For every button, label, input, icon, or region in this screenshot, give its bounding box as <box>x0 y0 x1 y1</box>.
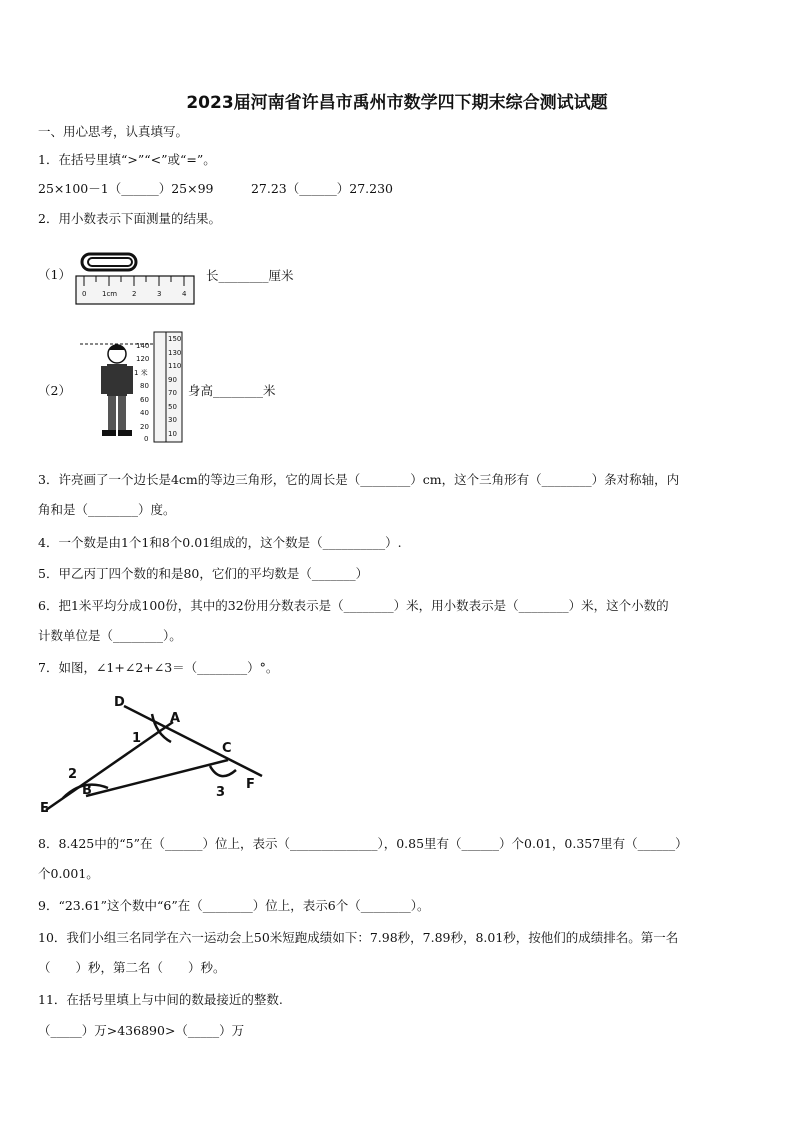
scale-left-1m: 1 米 <box>134 369 148 377</box>
scale-right-130: 130 <box>168 349 182 357</box>
angle-label-3: 3 <box>216 785 226 800</box>
angle-arc-3 <box>210 766 236 776</box>
point-label-C: C <box>222 741 232 756</box>
line-BC <box>86 760 228 796</box>
question-8-line2: 个0.001。 <box>38 866 99 881</box>
scale-left-120: 120 <box>136 355 150 363</box>
paperclip-inner <box>88 258 132 266</box>
question-2-part1-answer: 长________厘米 <box>206 268 294 283</box>
scale-left-60: 60 <box>140 396 149 404</box>
scale-left-140: 140 <box>136 342 150 350</box>
angle-label-1: 1 <box>132 731 142 746</box>
scale-right-50: 50 <box>168 403 177 411</box>
scale-left-80: 80 <box>140 382 149 390</box>
question-4: 4．一个数是由1个1和8个0.01组成的，这个数是（__________）. <box>38 535 402 550</box>
question-2-part1-label: （1） <box>38 267 71 282</box>
person-figure <box>101 345 133 436</box>
question-6-line2: 计数单位是（________）。 <box>38 628 182 643</box>
question-10-line1: 10．我们小组三名同学在六一运动会上50米短跑成绩如下：7.98秒，7.89秒，8.01秒，按他们的成绩排名。第一名 <box>38 930 679 945</box>
question-1-line: 25×100－1（______）25×99 27.23（______）27.230 <box>38 181 393 196</box>
question-5: 5．甲乙丙丁四个数的和是80，它们的平均数是（_______） <box>38 566 369 581</box>
scale-right-110: 110 <box>168 362 182 370</box>
question-6-line1: 6．把1米平均分成100份，其中的32份用分数表示是（________）米，用小数表示是（________）米，这个小数的 <box>38 598 669 613</box>
question-2-stem: 2．用小数表示下面测量的结果。 <box>38 211 221 226</box>
question-2-part2-label: （2） <box>38 383 71 398</box>
point-label-F: F <box>246 777 255 792</box>
question-2-part2-answer: 身高________米 <box>188 383 276 398</box>
question-1-stem: 1．在括号里填“>”“<”或“=”。 <box>38 152 216 167</box>
point-label-D: D <box>114 695 125 710</box>
scale-right-90: 90 <box>168 376 177 384</box>
question-10-line2: （ ）秒，第二名（ ）秒。 <box>38 960 226 975</box>
point-label-A: A <box>170 711 181 726</box>
ruler-tick-3: 3 <box>157 290 162 298</box>
scale-left-0: 0 <box>144 435 149 443</box>
question-7-stem: 7．如图，∠1+∠2+∠3＝（________）°。 <box>38 660 279 675</box>
question-9: 9．“23.61”这个数中“6”在（________）位上，表示6个（________）。 <box>38 898 430 913</box>
height-figure <box>80 330 186 446</box>
question-3-line1: 3．许亮画了一个边长是4cm的等边三角形，它的周长是（________）cm，这个三角形有（________）条对称轴，内 <box>38 472 680 487</box>
ruler-tick-0: 0 <box>82 290 87 298</box>
point-label-B: B <box>82 783 92 798</box>
scale-left-40: 40 <box>140 409 149 417</box>
section-heading: 一、用心思考，认真填写。 <box>38 124 189 139</box>
scale-right-10: 10 <box>168 430 177 438</box>
question-3-line2: 角和是（________）度。 <box>38 502 176 517</box>
ruler-tick-1: 1cm <box>102 290 118 298</box>
question-11-line: （_____）万>436890>（_____）万 <box>38 1023 245 1038</box>
ruler-tick-4: 4 <box>182 290 187 298</box>
ruler-tick-2: 2 <box>132 290 137 298</box>
page-title: 2023届河南省许昌市禹州市数学四下期末综合测试试题 <box>186 93 608 113</box>
paperclip-outer <box>82 254 136 270</box>
angle-label-2: 2 <box>68 767 78 782</box>
question-11-stem: 11．在括号里填上与中间的数最接近的整数. <box>38 992 283 1007</box>
scale-right-150: 150 <box>168 335 182 343</box>
ruler-figure <box>74 250 204 306</box>
angle-figure <box>38 690 278 820</box>
scale-right-70: 70 <box>168 389 177 397</box>
scale-right-30: 30 <box>168 416 177 424</box>
scale-left-20: 20 <box>140 423 149 431</box>
question-8-line1: 8．8.425中的“5”在（______）位上，表示（______________），0.85里有（______）个0.01，0.357里有（______） <box>38 836 688 851</box>
point-label-E: E <box>40 801 49 816</box>
